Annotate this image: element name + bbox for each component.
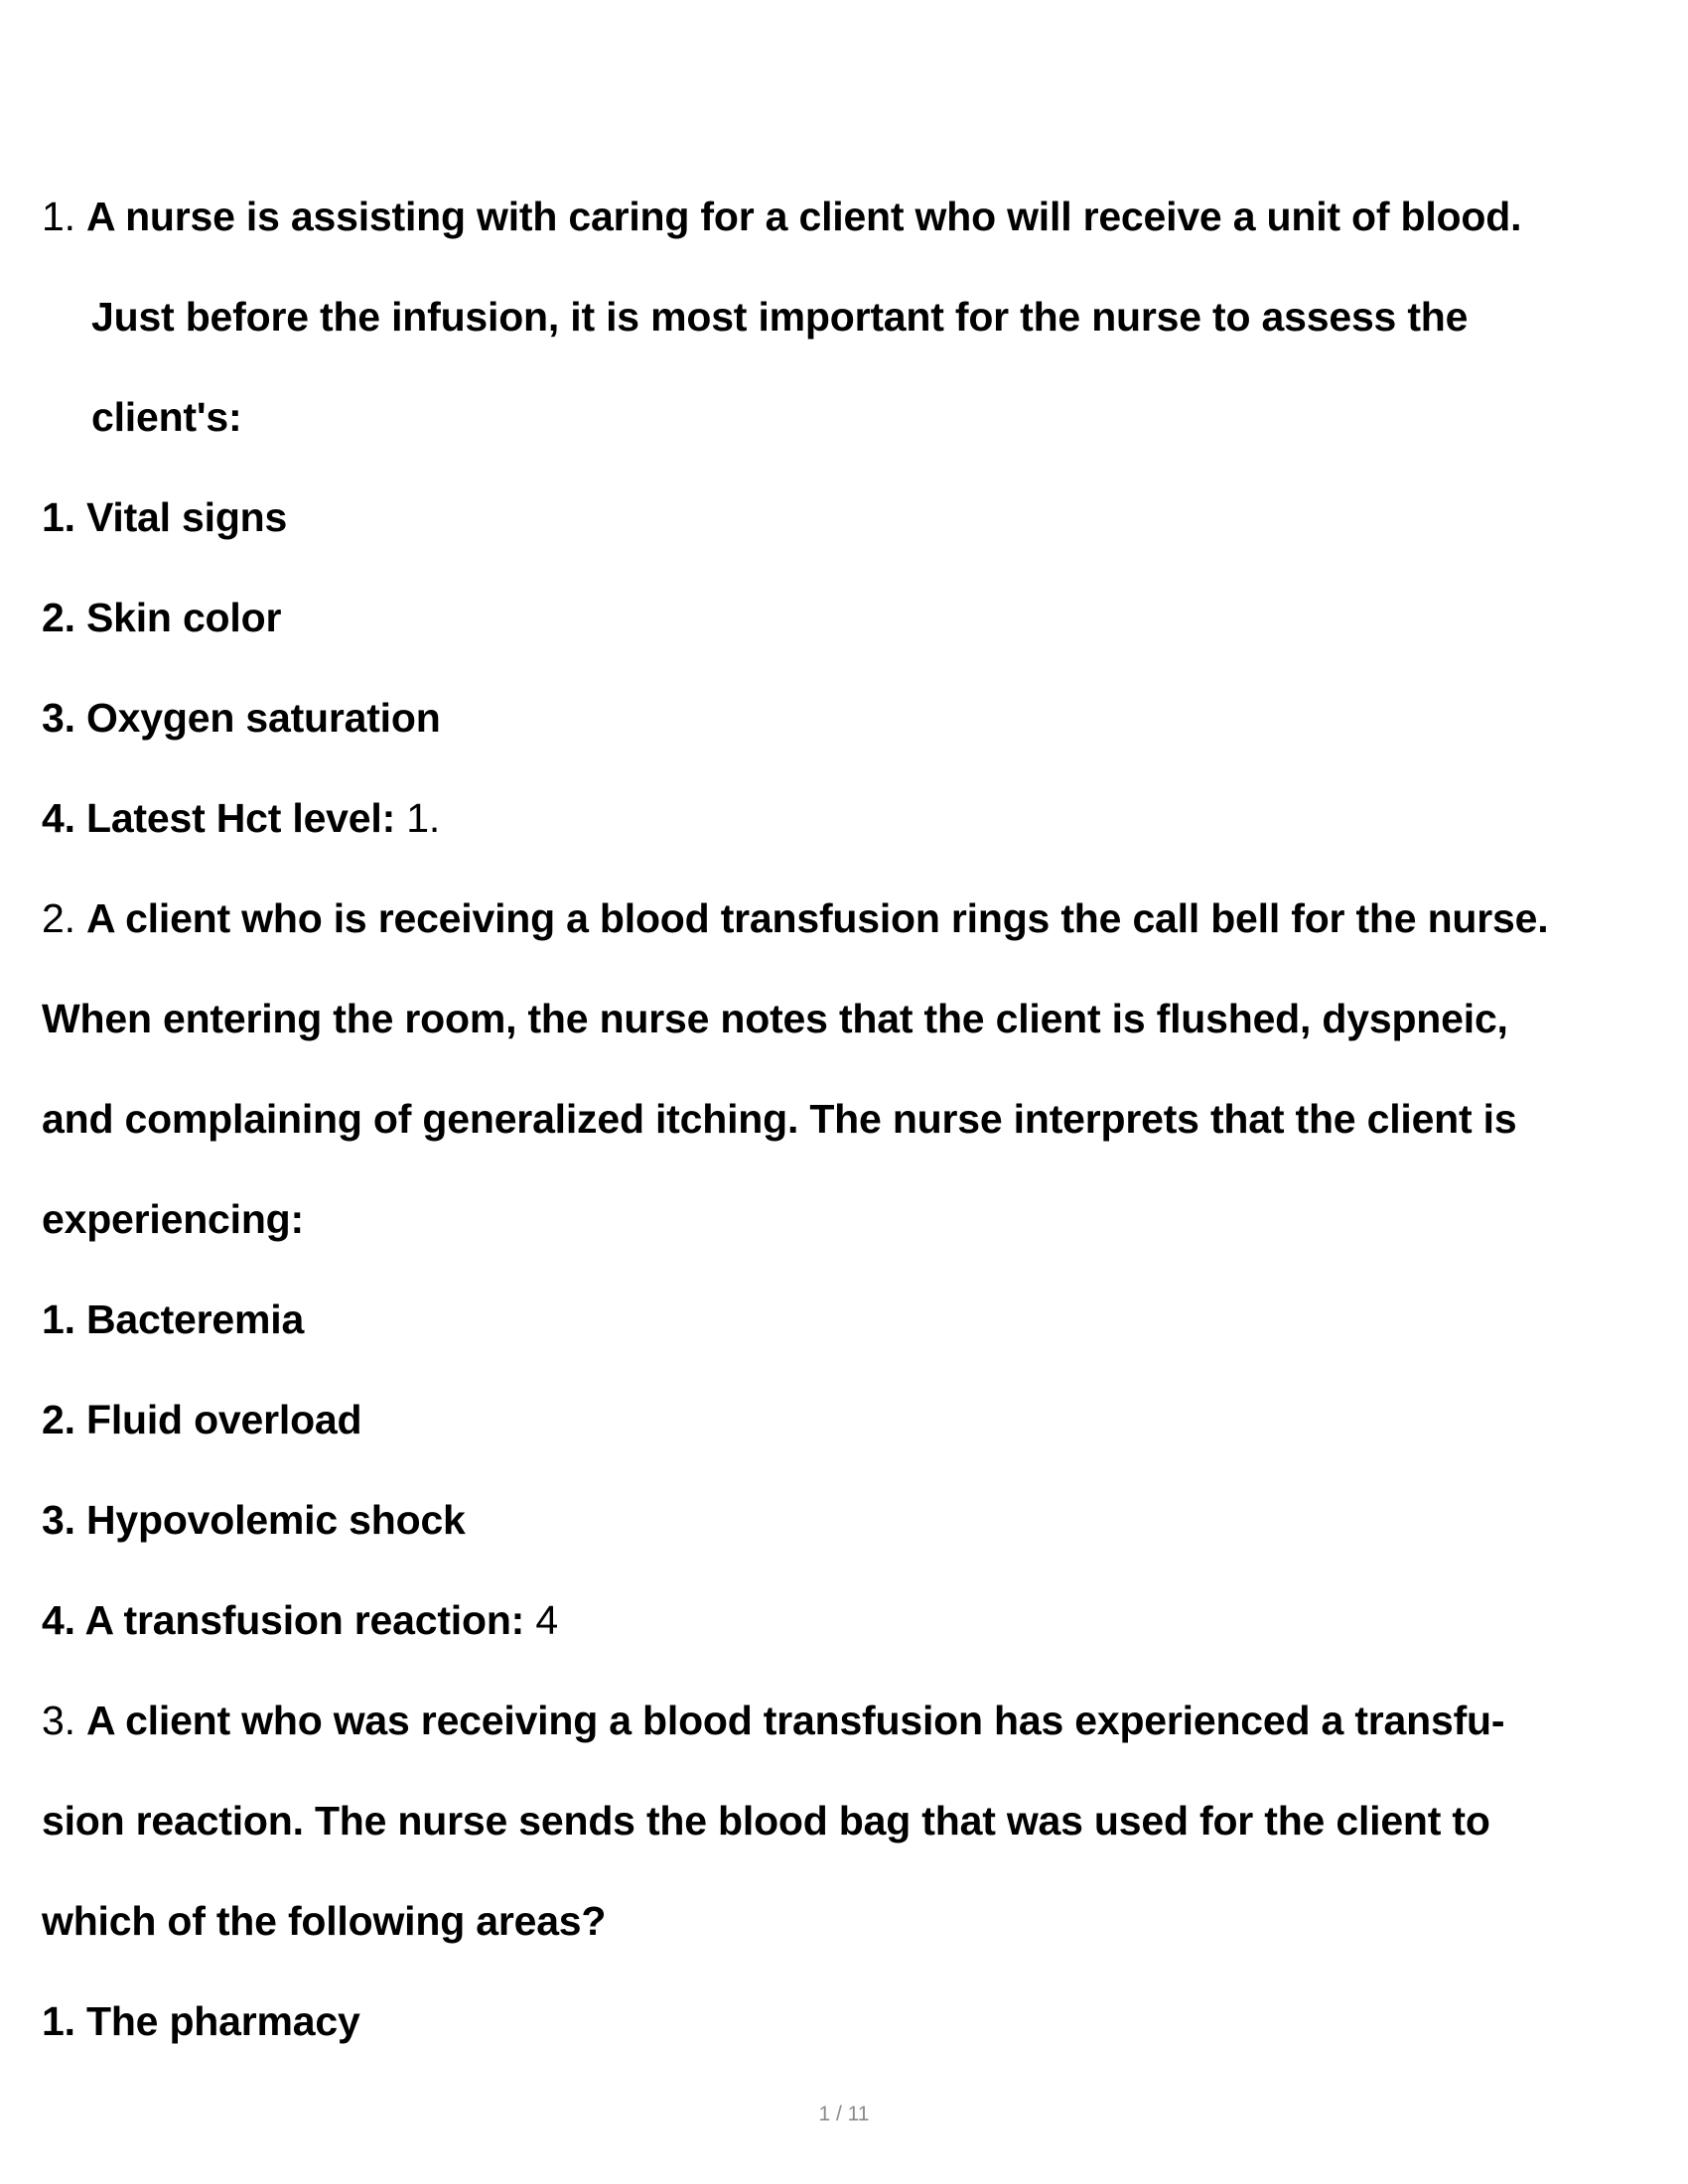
question-2-option-1: 1. Bacteremia bbox=[42, 1297, 305, 1342]
answer-key: 1. bbox=[406, 795, 441, 841]
question-2-option-3: 3. Hypovolemic shock bbox=[42, 1497, 466, 1543]
question-3-option-1: 1. The pharmacy bbox=[42, 1998, 360, 2044]
question-number: 3. bbox=[42, 1698, 75, 1743]
option-text: 4. Latest Hct level: bbox=[42, 795, 396, 841]
question-1-option-2: 2. Skin color bbox=[42, 595, 282, 640]
question-1-line-1 bbox=[42, 192, 1521, 241]
question-1-option-4 bbox=[42, 793, 440, 843]
question-2-option-4 bbox=[42, 1595, 558, 1645]
question-2-option-2: 2. Fluid overload bbox=[42, 1397, 362, 1442]
question-2-line-3: and complaining of generalized itching. The nurse interprets that the client is bbox=[42, 1096, 1517, 1142]
question-1-line-3: client's: bbox=[91, 394, 242, 440]
option-text: 4. A transfusion reaction: bbox=[42, 1597, 525, 1643]
question-number: 2. bbox=[42, 895, 75, 941]
question-number: 1. bbox=[42, 194, 75, 239]
question-1-line-2: Just before the infusion, it is most important for the nurse to assess the bbox=[91, 294, 1469, 340]
question-stem: A nurse is assisting with caring for a client who will receive a unit of blood. bbox=[86, 194, 1522, 239]
question-1-option-3: 3. Oxygen saturation bbox=[42, 695, 441, 741]
question-stem: A client who is receiving a blood transfusion rings the call bell for the nurse. bbox=[86, 895, 1549, 941]
question-1-option-1: 1. Vital signs bbox=[42, 494, 288, 540]
question-2-line-4: experiencing: bbox=[42, 1196, 304, 1242]
page-indicator: 1 / 11 bbox=[818, 2103, 870, 2125]
answer-key: 4 bbox=[535, 1597, 558, 1643]
question-2-line-2: When entering the room, the nurse notes that the client is flushed, dyspneic, bbox=[42, 996, 1508, 1041]
question-stem: A client who was receiving a blood transfusion has experienced a transfu- bbox=[86, 1698, 1505, 1743]
question-3-line-1 bbox=[42, 1696, 1504, 1745]
question-3-line-3: which of the following areas? bbox=[42, 1898, 607, 1944]
question-3-line-2: sion reaction. The nurse sends the blood bag that was used for the client to bbox=[42, 1798, 1490, 1843]
question-2-line-1 bbox=[42, 893, 1548, 943]
